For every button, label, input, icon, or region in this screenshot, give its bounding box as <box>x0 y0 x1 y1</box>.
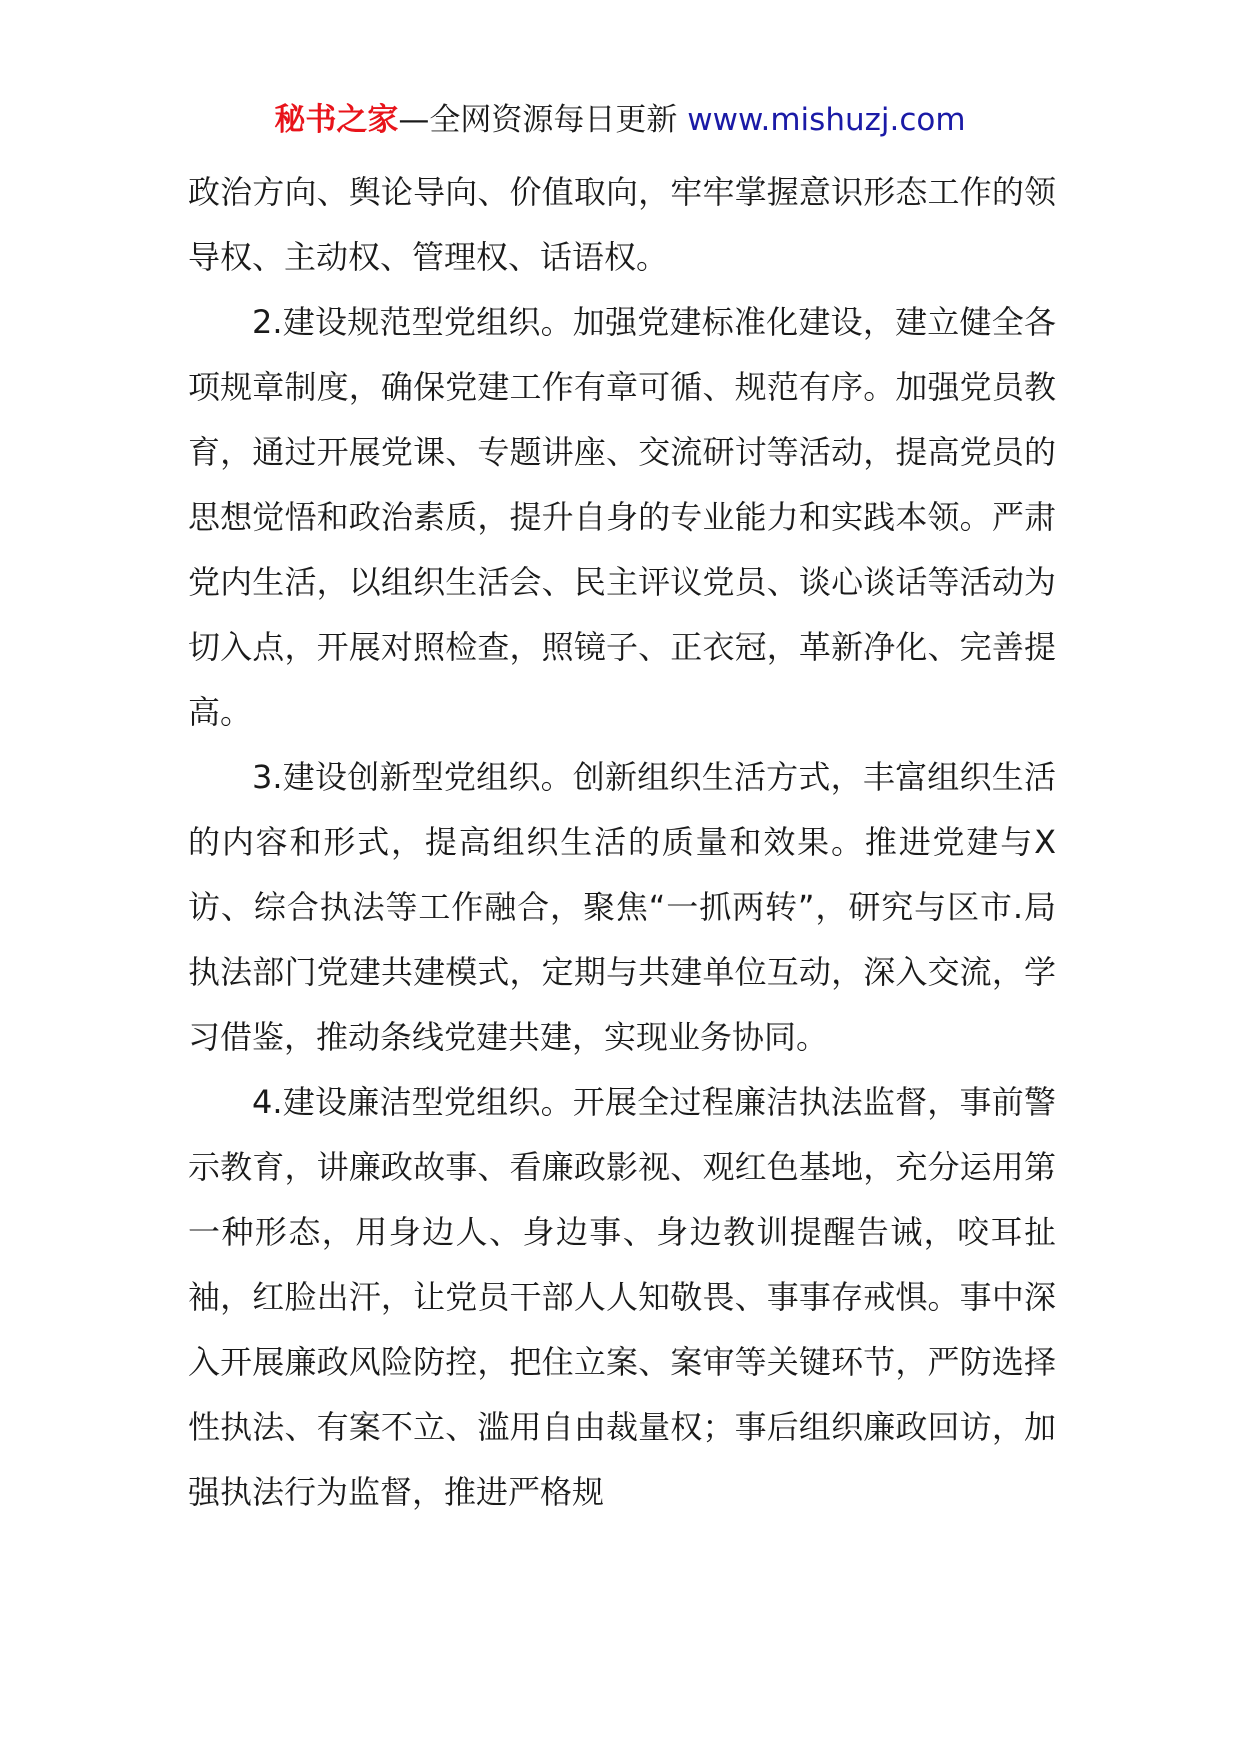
document-body <box>188 160 1056 1525</box>
site-url-link[interactable]: www.mishuzj.com <box>687 102 966 138</box>
paragraph-item-3: 3.建设创新型党组织。创新组织生活方式，丰富组织生活的内容和形式，提高组织生活的质量和效果。推进党建与X访、综合执法等工作融合，聚焦“一抓两转”，研究与区市.局执法部门党建共建模式，定期与共建单位互动，深入交流，学习借鉴，推动条线党建共建，实现业务协同。 <box>188 758 1056 1056</box>
header-slogan: —全网资源每日更新 <box>398 102 688 138</box>
paragraph-item-4: 4.建设廉洁型党组织。开展全过程廉洁执法监督，事前警示教育，讲廉政故事、看廉政影视、观红色基地，充分运用第一种形态，用身边人、身边事、身边教训提醒告诫，咬耳扯袖，红脸出汗，让党员干部人人知敬畏、事事存戒惧。事中深入开展廉政风险防控，把住立案、案审等关键环节，严防选择性执法、有案不立、滥用自由裁量权；事后组织廉政回访，加强执法行为监督，推进严格规 <box>188 1083 1056 1511</box>
brand-name: 秘书之家 <box>274 102 399 138</box>
paragraph-continuation: 政治方向、舆论导向、价值取向，牢牢掌握意识形态工作的领导权、主动权、管理权、话语权。 <box>188 173 1056 276</box>
site-header <box>0 100 1240 140</box>
paragraph-item-2: 2.建设规范型党组织。加强党建标准化建设，建立健全各项规章制度，确保党建工作有章可循、规范有序。加强党员教育，通过开展党课、专题讲座、交流研讨等活动，提高党员的思想觉悟和政治素质，提升自身的专业能力和实践本领。严肃党内生活，以组织生活会、民主评议党员、谈心谈话等活动为切入点，开展对照检查，照镜子、正衣冠，革新净化、完善提高。 <box>188 303 1056 731</box>
